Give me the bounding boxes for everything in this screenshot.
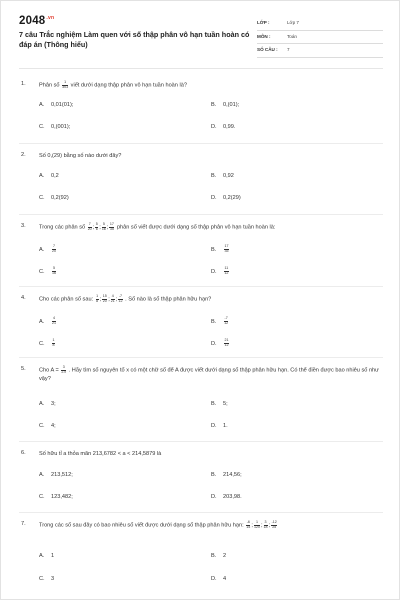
fraction-denominator: 8 <box>96 298 99 303</box>
lop-label: LỚP : <box>257 20 270 25</box>
question-number: 6. <box>21 450 26 456</box>
option-text: 5; <box>223 401 228 407</box>
fraction-denominator: 35 <box>224 248 229 253</box>
option-letter: A. <box>39 318 45 325</box>
option-text: 2 <box>223 553 227 559</box>
question-number: 3. <box>21 223 26 229</box>
answer-option-a[interactable] <box>39 245 57 253</box>
question-text: Trong các số sau đây có bao nhiêu số viết được dưới dạng số thập phân hữu hạn: $\frac{-6}{15}$ ; $\frac{1}{120}$ ; $\frac{3}{18}$ ; $\frac{-12}{25}$ <box>39 520 277 529</box>
answer-option-a[interactable] <box>39 317 57 325</box>
answer-option-a[interactable] <box>39 401 56 407</box>
meta-row-lop <box>257 17 383 31</box>
option-letter: B. <box>211 553 217 559</box>
mon-value: Toán <box>287 33 297 39</box>
fraction-numerator: -7 <box>118 294 123 298</box>
fraction <box>246 521 250 529</box>
answer-option-c[interactable] <box>39 195 69 201</box>
question-separator <box>19 214 383 215</box>
fraction-numerator: -6 <box>246 520 250 524</box>
fraction-numerator: 21 <box>224 338 229 342</box>
fraction-numerator: 3 <box>264 520 267 524</box>
fraction-denominator: 303 <box>62 84 69 89</box>
question-item <box>21 450 381 458</box>
answer-option-c[interactable] <box>39 267 57 275</box>
answer-option-a[interactable] <box>39 102 73 108</box>
fraction-numerator: 4 <box>53 316 55 320</box>
question-stem: Số 0,(29) bằng số nào dưới đây? <box>39 153 122 159</box>
option-letter: D. <box>211 340 217 347</box>
option-letter: B. <box>211 318 217 325</box>
option-letter: A. <box>39 401 45 407</box>
answer-option-c[interactable] <box>39 494 73 500</box>
answer-option-d[interactable] <box>211 494 242 500</box>
fraction <box>95 223 98 231</box>
option-letter: C. <box>39 195 45 201</box>
question-item <box>21 223 381 232</box>
question-item <box>21 366 381 383</box>
option-text: 0,2(29) <box>223 195 241 201</box>
fraction-numerator: 1 <box>64 80 67 84</box>
option-text: 0,92 <box>223 173 234 179</box>
fraction <box>264 521 268 529</box>
fraction <box>224 339 229 347</box>
fraction-denominator: 20 <box>102 298 107 303</box>
question-stem-before: Trong các phân số <box>39 224 86 231</box>
answer-option-c[interactable] <box>39 423 56 429</box>
option-letter: B. <box>211 472 217 478</box>
socau-value: 7 <box>287 47 290 52</box>
fraction-numerator: 17 <box>224 244 229 248</box>
fraction-denominator: 8 <box>52 342 55 347</box>
option-letter: D. <box>211 268 217 275</box>
option-text: 3; <box>51 401 56 407</box>
socau-label: SỐ CÂU : <box>257 47 278 52</box>
logo-name: 2048 <box>19 15 46 27</box>
fraction <box>52 317 56 325</box>
answer-option-b[interactable] <box>211 401 228 407</box>
fraction-denominator: 20 <box>52 248 56 253</box>
fraction-denominator: 2.x <box>61 369 67 374</box>
fraction-numerator: 5 <box>102 222 105 226</box>
question-separator <box>19 143 383 144</box>
option-letter: A. <box>39 246 45 253</box>
question-stem-after: viết dưới dạng thập phân vô hạn tuần hoàn là? <box>70 82 187 89</box>
page-title: 7 câu Trắc nghiệm Làm quen với số thập phân vô hạn tuần hoàn có đáp án (Thông hiểu) <box>19 30 250 49</box>
fraction <box>52 339 55 347</box>
option-letter: A. <box>39 173 45 179</box>
option-text: 214,56; <box>223 472 242 478</box>
option-letter: B. <box>211 102 217 108</box>
fraction-numerator: 1 <box>52 338 55 342</box>
option-letter: C. <box>39 494 45 500</box>
option-text: 0,(001); <box>51 124 71 130</box>
fraction-numerator: 5 <box>95 222 98 226</box>
option-letter: B. <box>211 401 217 407</box>
option-letter: C. <box>39 576 45 582</box>
answer-option-c[interactable] <box>39 339 56 347</box>
question-text <box>39 366 381 383</box>
fraction-denominator: 12 <box>224 270 229 275</box>
fraction <box>52 245 56 253</box>
fraction-denominator: 21 <box>110 298 115 303</box>
answer-option-b[interactable] <box>211 173 234 179</box>
fraction-denominator: 120 <box>253 524 260 529</box>
question-number: 7. <box>21 521 26 527</box>
fraction <box>88 223 92 231</box>
fraction <box>102 223 106 231</box>
option-letter: D. <box>211 124 217 130</box>
option-letter: C. <box>39 268 45 275</box>
fraction-denominator: 25 <box>272 524 277 529</box>
fraction-numerator: 1 <box>255 520 258 524</box>
answer-option-b[interactable] <box>211 245 230 253</box>
fraction-numerator: 7 <box>53 244 55 248</box>
option-text: 1. <box>223 423 228 429</box>
fraction <box>118 295 122 303</box>
answer-option-b[interactable] <box>211 317 229 325</box>
fraction-denominator: 12 <box>224 320 229 325</box>
question-text: Trong các phân số $\frac{7}{20}$ ; $\frac{5}{6}$ ; $\frac{5}{16}$ ; $\frac{17}{35}$ phân số viết được dưới dạng số thập phân vô hạn tuần hoàn là: <box>39 222 276 231</box>
fraction-numerator: 11 <box>224 266 229 270</box>
option-letter: D. <box>211 576 217 582</box>
fraction <box>224 317 228 325</box>
fraction <box>254 521 260 529</box>
fraction <box>109 223 114 231</box>
option-letter: C. <box>39 340 45 347</box>
question-item <box>21 521 381 530</box>
fraction-denominator: 12 <box>224 342 229 347</box>
fraction <box>62 81 68 89</box>
answer-option-a[interactable] <box>39 553 54 559</box>
answer-option-b[interactable] <box>211 102 239 108</box>
option-letter: A. <box>39 553 45 559</box>
fraction <box>224 245 229 253</box>
fraction-numerator: 4 <box>111 294 114 298</box>
option-text: 1 <box>51 553 55 559</box>
fraction-denominator: 20 <box>87 226 92 231</box>
question-separator <box>19 441 383 442</box>
option-text: 123,482; <box>51 494 73 500</box>
question-text: Cho các phân số sau: $\frac{1}{8}$ ; $\frac{15}{20}$ ; $\frac{4}{21}$ ; $\frac{-7}{12}$ . Số nào là số thập phân hữu hạn? <box>39 294 212 303</box>
option-text: 0,(01); <box>223 102 240 108</box>
meta-row-mon <box>257 31 383 45</box>
question-number: 5. <box>21 366 26 372</box>
option-text: 213,512; <box>51 472 73 478</box>
option-text: 0,99. <box>223 124 236 130</box>
meta-info <box>257 17 383 58</box>
option-text: 0,2 <box>51 173 59 179</box>
option-letter: C. <box>39 124 45 130</box>
option-letter: A. <box>39 102 45 108</box>
question-separator <box>19 357 383 358</box>
fraction-denominator: 18 <box>263 524 268 529</box>
fraction <box>111 295 115 303</box>
fraction-denominator: 15 <box>246 524 251 529</box>
lop-value: Lớp 7 <box>287 20 299 25</box>
answer-option-a[interactable] <box>39 472 73 478</box>
answer-option-c[interactable] <box>39 576 54 582</box>
option-letter: A. <box>39 472 45 478</box>
fraction-denominator: 12 <box>118 298 123 303</box>
fraction-denominator: 35 <box>109 226 114 231</box>
question-stem-before: Phân số <box>39 82 60 89</box>
option-letter: D. <box>211 195 217 201</box>
question-number: 4. <box>21 295 26 301</box>
question-stem-before: Cho A = <box>39 367 59 374</box>
answer-option-d[interactable] <box>211 195 241 201</box>
question-stem-before: Cho các phân số sau: <box>39 296 94 303</box>
fraction <box>52 267 56 275</box>
answer-option-d[interactable] <box>211 576 226 582</box>
question-number: 1. <box>21 81 26 87</box>
fraction <box>102 295 107 303</box>
option-text: 4; <box>51 423 56 429</box>
answer-option-b[interactable] <box>211 472 242 478</box>
question-number: 2. <box>21 152 26 158</box>
fraction <box>61 366 66 374</box>
answer-option-d[interactable] <box>211 267 230 275</box>
fraction-denominator: 16 <box>101 226 106 231</box>
site-logo[interactable] <box>19 15 54 27</box>
option-letter: B. <box>211 173 217 179</box>
answer-option-d[interactable] <box>211 124 235 130</box>
fraction-numerator: -12 <box>271 520 277 524</box>
fraction <box>271 521 277 529</box>
question-text <box>39 81 381 90</box>
fraction-numerator: -7 <box>224 316 228 320</box>
fraction <box>224 267 229 275</box>
answer-option-d[interactable] <box>211 339 230 347</box>
question-stem-after: . Hãy tìm số nguyên tố x có một chữ số để A được viết dưới dạng số thập phân hữu hạn. Có thể điền được bao nhiêu số như vậy? <box>39 367 379 382</box>
fraction-numerator: 17 <box>109 222 114 226</box>
meta-row-socau <box>257 44 383 58</box>
question-stem-before: Trong các số sau đây có bao nhiêu số viết được dưới dạng số thập phân hữu hạn: <box>39 522 244 529</box>
question-item <box>21 152 381 160</box>
option-text: 4 <box>223 576 227 582</box>
fraction-denominator: 16 <box>52 270 56 275</box>
header-divider <box>19 68 383 69</box>
question-text <box>39 450 381 458</box>
logo-suffix: .vn <box>46 15 55 22</box>
option-text: 3 <box>51 576 55 582</box>
fraction-denominator: 21 <box>52 320 56 325</box>
question-stem-after: phân số viết được dưới dạng số thập phân vô hạn tuần hoàn là: <box>116 224 276 231</box>
option-letter: B. <box>211 246 217 253</box>
option-letter: D. <box>211 423 217 429</box>
question-separator <box>19 286 383 287</box>
fraction-numerator: 15 <box>102 294 107 298</box>
option-text: 0,01(01); <box>51 102 74 108</box>
answer-option-d[interactable] <box>211 423 228 429</box>
question-stem: Số hữu tỉ a thỏa mãn 213,6782 < a < 214,5879 là <box>39 451 162 457</box>
option-letter: C. <box>39 423 45 429</box>
fraction-numerator: 5 <box>53 266 55 270</box>
option-text: 0,2(92) <box>51 195 69 201</box>
option-letter: D. <box>211 494 217 500</box>
mon-label: MÔN : <box>257 33 271 39</box>
question-stem-after: . Số nào là số thập phân hữu hạn? <box>125 296 212 303</box>
question-separator <box>19 512 383 513</box>
fraction-numerator: 3 <box>62 365 65 369</box>
answer-option-a[interactable] <box>39 173 59 179</box>
answer-option-c[interactable] <box>39 124 70 130</box>
answer-option-b[interactable] <box>211 553 226 559</box>
option-text: 203,98. <box>223 494 242 500</box>
question-text <box>39 152 381 160</box>
header <box>19 15 383 67</box>
fraction-numerator: 7 <box>88 222 91 226</box>
question-item <box>21 81 381 90</box>
fraction <box>96 295 99 303</box>
fraction-denominator: 6 <box>95 226 98 231</box>
question-item <box>21 295 381 304</box>
fraction-numerator: 1 <box>96 294 99 298</box>
